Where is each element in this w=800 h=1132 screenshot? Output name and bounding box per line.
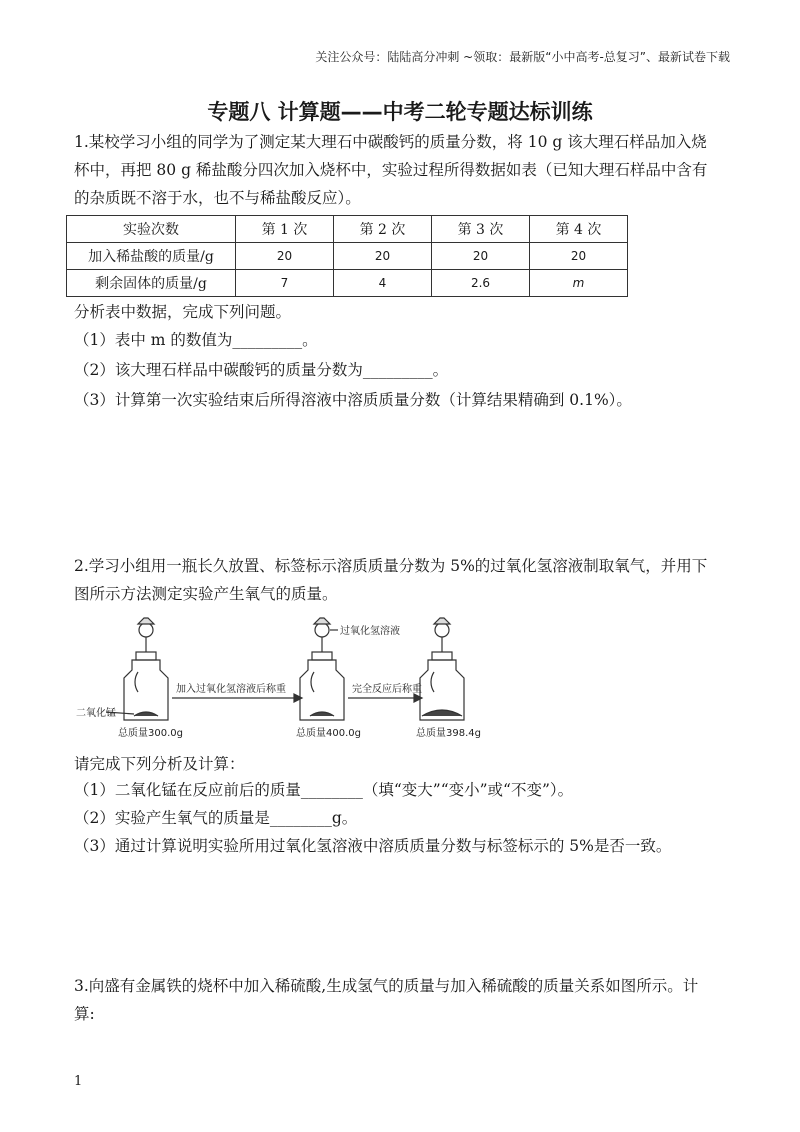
q1-intro-line: 的杂质既不溶于水，也不与稀盐酸反应）。 bbox=[74, 189, 361, 207]
q3-intro bbox=[74, 972, 724, 1028]
q1-intro bbox=[74, 128, 724, 212]
flask-1-icon bbox=[124, 618, 168, 720]
table-row bbox=[67, 270, 628, 297]
q2-intro bbox=[74, 552, 724, 608]
q1-data-table bbox=[66, 215, 628, 297]
table-cell: m bbox=[530, 270, 628, 297]
mass-2-label: 总质量400.0g bbox=[296, 728, 361, 739]
q2-sub2: （2）实验产生氧气的质量是________g。 bbox=[74, 809, 358, 827]
flask-2-icon bbox=[300, 618, 344, 720]
flask-3-icon bbox=[420, 618, 464, 720]
mass-1-label: 总质量300.0g bbox=[118, 728, 183, 739]
page-header: 关注公众号：陆陆高分冲刺 ~领取：最新版“小中高考-总复习”、最新试卷下载 bbox=[315, 50, 730, 64]
q1-sub2: （2）该大理石样品中碳酸钙的质量分数为_________。 bbox=[74, 361, 449, 379]
label-h2o2: 过氧化氢溶液 bbox=[340, 626, 400, 637]
arrowhead-1-icon bbox=[294, 694, 302, 702]
mass-3-label: 总质量398.4g bbox=[416, 728, 481, 739]
table-row bbox=[67, 243, 628, 270]
table-header-cell: 第 2 次 bbox=[334, 216, 432, 243]
arrow-1-label: 加入过氧化氢溶液后称重 bbox=[176, 684, 286, 695]
q1-analysis: 分析表中数据，完成下列问题。 bbox=[74, 303, 292, 321]
table-row-label: 剩余固体的质量/g bbox=[67, 270, 236, 297]
table-cell: 20 bbox=[432, 243, 530, 270]
table-header-cell: 第 3 次 bbox=[432, 216, 530, 243]
q3-intro-line: 算: bbox=[74, 1005, 95, 1023]
q2-intro-line: 2.学习小组用一瓶长久放置、标签标示溶质质量分数为 5%的过氧化氢溶液制取氧气，并用下 bbox=[74, 557, 708, 575]
page-title: 专题八 计算题——中考二轮专题达标训练 bbox=[207, 100, 593, 124]
table-cell: 20 bbox=[334, 243, 432, 270]
page-number: 1 bbox=[74, 1074, 83, 1089]
table-cell: 7 bbox=[236, 270, 334, 297]
q1-sub3: （3）计算第一次实验结束后所得溶液中溶质质量分数（计算结果精确到 0.1%）。 bbox=[74, 391, 632, 409]
q1-intro-line: 1.某校学习小组的同学为了测定某大理石中碳酸钙的质量分数，将 10 g 该大理石样品加入烧 bbox=[74, 133, 707, 151]
q2-intro-line: 图所示方法测定实验产生氧气的质量。 bbox=[74, 585, 338, 603]
label-mno2: 二氧化锰 bbox=[76, 708, 116, 719]
table-header-row bbox=[67, 216, 628, 243]
oxygen-experiment-diagram bbox=[76, 612, 496, 742]
table-cell: 2.6 bbox=[432, 270, 530, 297]
table-cell: 4 bbox=[334, 270, 432, 297]
q2-sub3: （3）通过计算说明实验所用过氧化氢溶液中溶质质量分数与标签标示的 5%是否一致。 bbox=[74, 837, 672, 855]
table-cell: 20 bbox=[530, 243, 628, 270]
table-row-label: 加入稀盐酸的质量/g bbox=[67, 243, 236, 270]
q1-intro-line: 杯中，再把 80 g 稀盐酸分四次加入烧杯中，实验过程所得数据如表（已知大理石样品中含有 bbox=[74, 161, 708, 179]
arrow-2-label: 完全反应后称重 bbox=[352, 684, 422, 695]
table-header-cell: 第 4 次 bbox=[530, 216, 628, 243]
table-cell: 20 bbox=[236, 243, 334, 270]
arrowhead-2-icon bbox=[414, 694, 422, 702]
q3-intro-line: 3.向盛有金属铁的烧杯中加入稀硫酸,生成氢气的质量与加入稀硫酸的质量关系如图所示。计 bbox=[74, 977, 699, 995]
table-header-cell: 实验次数 bbox=[67, 216, 236, 243]
table-header-cell: 第 1 次 bbox=[236, 216, 334, 243]
q2-prompt: 请完成下列分析及计算： bbox=[74, 755, 245, 773]
q2-sub1: （1）二氧化锰在反应前后的质量________（填“变大”“变小”或“不变”）。 bbox=[74, 781, 574, 799]
q1-sub1: （1）表中 m 的数值为_________。 bbox=[74, 331, 318, 349]
